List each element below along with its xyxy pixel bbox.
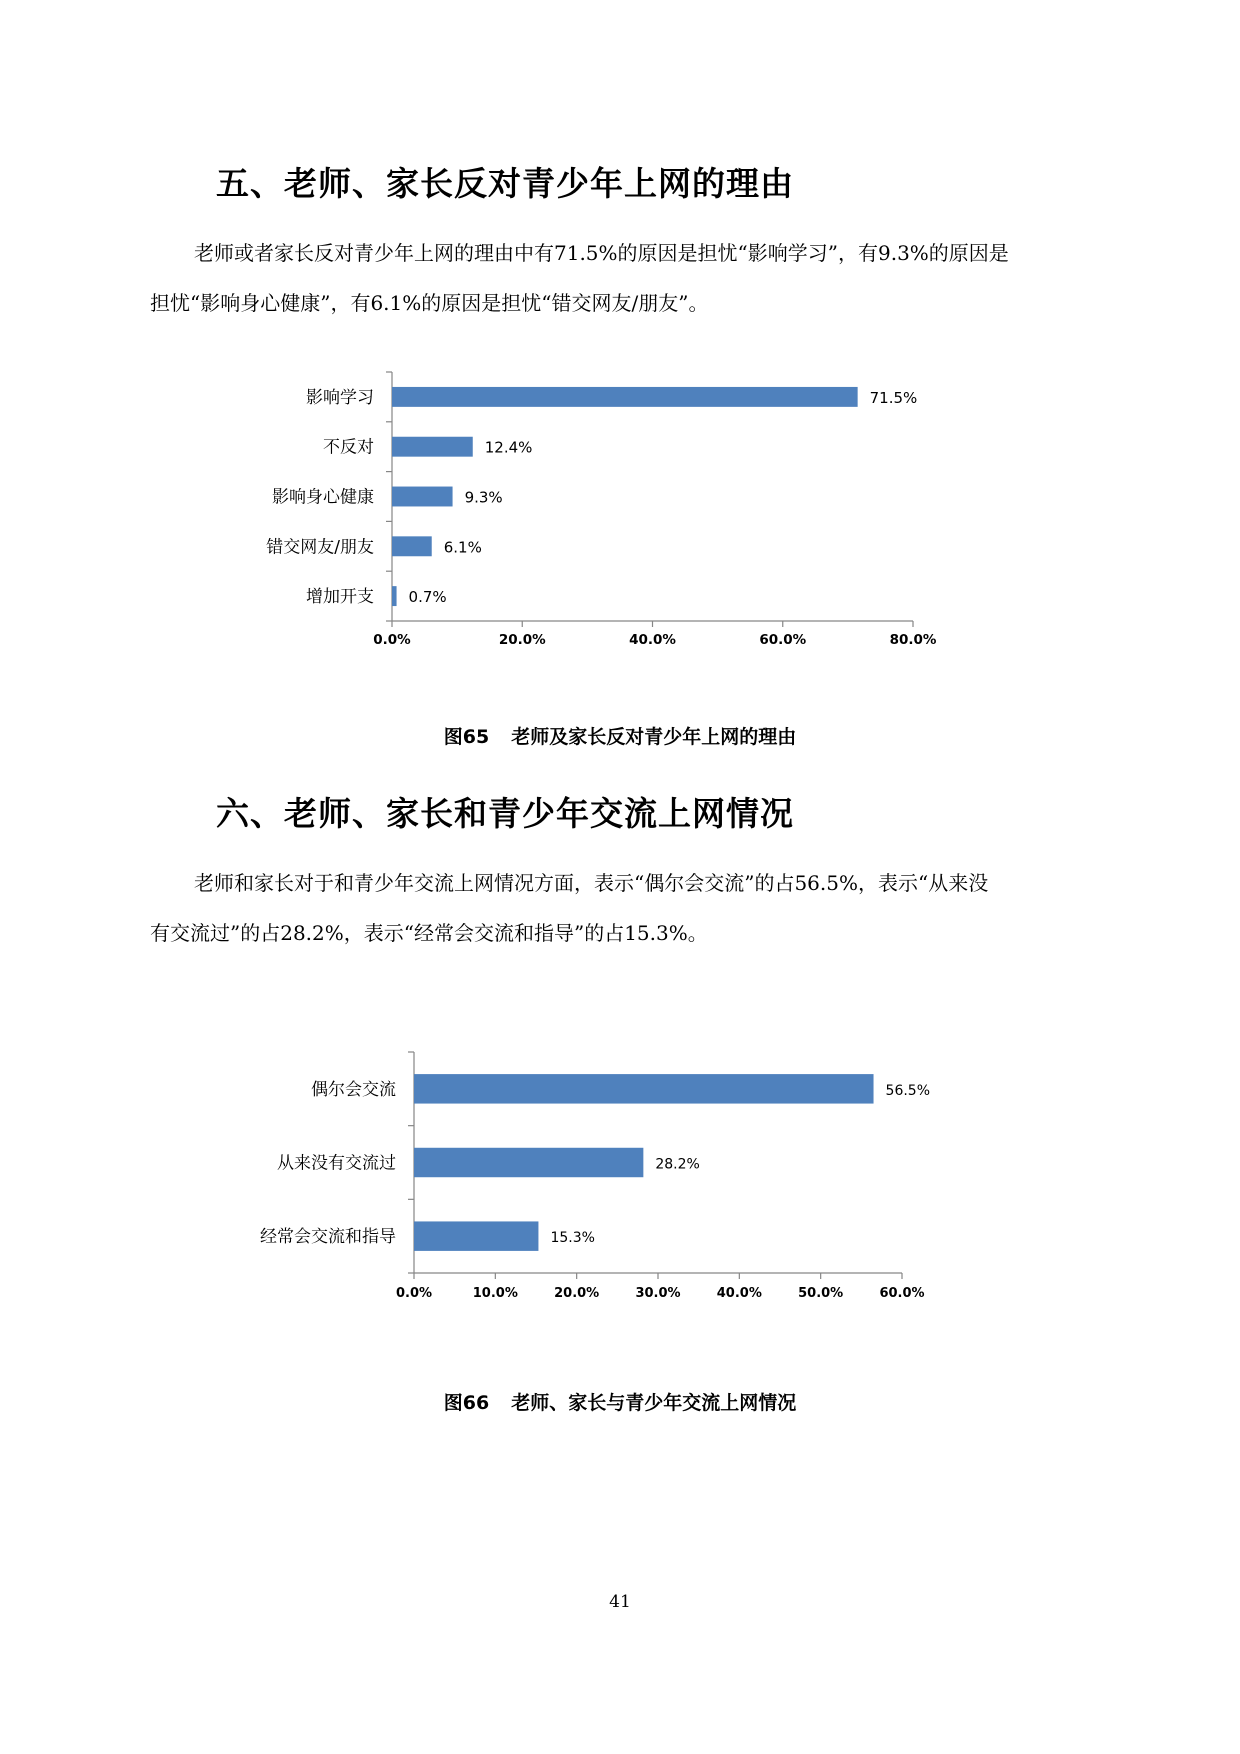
paragraph-line: 老师和家长对于和青少年交流上网情况方面，表示“偶尔会交流”的占56.5%，表示“从来没 bbox=[194, 871, 989, 895]
data-label: 28.2% bbox=[655, 1156, 700, 1173]
bar bbox=[392, 586, 397, 606]
data-label: 0.7% bbox=[408, 588, 447, 607]
bar bbox=[392, 437, 473, 457]
figure-caption bbox=[0, 722, 1240, 749]
category-label: 错交网友/朋友 bbox=[266, 537, 374, 558]
section-paragraph bbox=[150, 228, 1090, 328]
x-tick-label: 0.0% bbox=[395, 1286, 433, 1301]
x-tick-label: 0.0% bbox=[373, 632, 411, 648]
data-label: 6.1% bbox=[443, 538, 482, 557]
figure-caption bbox=[0, 1388, 1240, 1415]
paragraph-line: 担忧“影响身心健康”，有6.1%的原因是担忧“错交网友/朋友”。 bbox=[150, 291, 709, 315]
data-label: 71.5% bbox=[869, 388, 918, 407]
data-label: 15.3% bbox=[550, 1230, 595, 1247]
data-label: 56.5% bbox=[885, 1082, 931, 1099]
category-label: 偶尔会交流 bbox=[311, 1079, 396, 1100]
category-label: 从来没有交流过 bbox=[277, 1153, 396, 1174]
category-label: 经常会交流和指导 bbox=[260, 1227, 396, 1248]
chart-svg bbox=[0, 340, 1240, 660]
bar-chart-communication bbox=[0, 1030, 1240, 1330]
x-tick-label: 20.0% bbox=[554, 1286, 600, 1301]
section-heading: 六、老师、家长和青少年交流上网情况 bbox=[216, 794, 794, 833]
data-label: 9.3% bbox=[464, 488, 503, 507]
section-heading: 五、老师、家长反对青少年上网的理由 bbox=[216, 164, 794, 203]
x-tick-label: 60.0% bbox=[879, 1286, 925, 1301]
figure-title: 老师及家长反对青少年上网的理由 bbox=[511, 726, 797, 748]
x-tick-label: 10.0% bbox=[472, 1286, 518, 1301]
bar bbox=[414, 1074, 874, 1103]
x-tick-label: 30.0% bbox=[635, 1286, 681, 1301]
figure-title: 老师、家长与青少年交流上网情况 bbox=[511, 1392, 797, 1414]
x-tick-label: 80.0% bbox=[889, 632, 937, 648]
paragraph-line: 有交流过”的占28.2%，表示“经常会交流和指导”的占15.3%。 bbox=[150, 921, 708, 945]
x-tick-label: 50.0% bbox=[798, 1286, 844, 1301]
category-label: 不反对 bbox=[323, 437, 374, 458]
category-label: 增加开支 bbox=[306, 587, 374, 608]
bar bbox=[392, 487, 453, 507]
chart-svg bbox=[0, 1030, 1240, 1330]
bar bbox=[414, 1221, 538, 1250]
x-tick-label: 20.0% bbox=[498, 632, 546, 648]
data-label: 12.4% bbox=[484, 438, 533, 457]
category-label: 影响身心健康 bbox=[272, 487, 374, 508]
bar bbox=[414, 1148, 643, 1177]
section-paragraph bbox=[150, 858, 1090, 958]
category-label: 影响学习 bbox=[306, 387, 374, 408]
page-number: 41 bbox=[609, 1592, 631, 1612]
x-tick-label: 40.0% bbox=[629, 632, 676, 648]
bar bbox=[392, 387, 858, 407]
figure-number: 图65 bbox=[443, 726, 490, 748]
paragraph-line: 老师或者家长反对青少年上网的理由中有71.5%的原因是担忧“影响学习”，有9.3%的原因是 bbox=[194, 241, 1009, 265]
bar-chart-reasons bbox=[0, 340, 1240, 660]
x-tick-label: 40.0% bbox=[716, 1286, 762, 1301]
bar bbox=[392, 536, 432, 556]
x-tick-label: 60.0% bbox=[759, 632, 807, 648]
figure-number: 图66 bbox=[443, 1392, 490, 1414]
